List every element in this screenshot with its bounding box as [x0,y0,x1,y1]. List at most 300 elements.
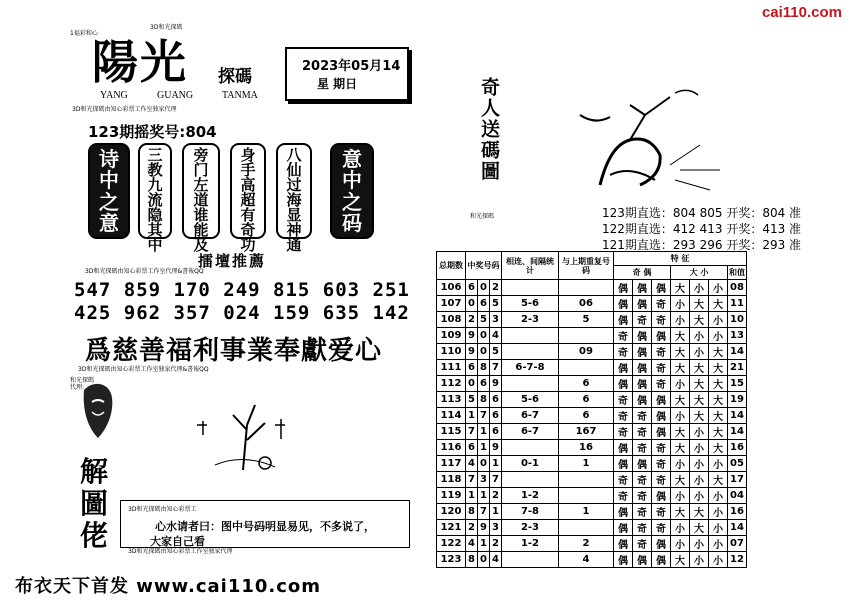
poem-char: 身 [240,146,256,164]
recommend-note: 3D和光探碼由知心彩票工作室代理&書報QQ [85,268,204,275]
poem-char: 其 [147,221,163,239]
bird-plant-illustration [570,85,730,195]
table-row [437,520,747,536]
row-feature: 偶 [633,360,652,376]
row-feature: 偶 [614,376,633,392]
row-feature: 小 [690,552,709,568]
row-digit: 3 [478,472,490,488]
ink-figure-illustration [78,380,118,440]
row-feature: 小 [671,456,690,472]
row-feature: 大 [690,296,709,312]
row-feature: 奇 [633,424,652,440]
row-digit: 7 [478,504,490,520]
recommend-title: 擂壇推薦 [198,252,267,270]
bottom-note-b: 3D和光探碼由知心彩票工作室独家代理 [128,548,233,555]
row-feature: 奇 [633,520,652,536]
row-feature: 大 [690,376,709,392]
row-feature: 奇 [633,536,652,552]
poem-char: 中 [342,168,362,193]
row-feature: 奇 [633,504,652,520]
row-digit: 5 [490,344,502,360]
row-digit: 6 [478,296,490,312]
row-digit: 4 [466,456,478,472]
row-digit: 5 [478,312,490,328]
row-feature: 奇 [614,488,633,504]
row-sum: 17 [728,472,747,488]
date-text: 2023年05月14 [302,59,401,74]
row-repeat: 1 [559,456,614,472]
row-repeat: 06 [559,296,614,312]
row-digit: 1 [490,504,502,520]
message-line-1: 心水请者曰：图中号码明显易见，不多说了， [155,520,375,533]
row-feature: 小 [671,488,690,504]
row-repeat: 6 [559,408,614,424]
poem-char: 三 [147,146,163,164]
poem-col-6 [330,143,374,239]
row-feature: 偶 [652,280,671,296]
row-feature: 偶 [652,392,671,408]
row-period: 120 [437,504,466,520]
row-feature: 偶 [633,328,652,344]
row-feature: 偶 [614,536,633,552]
row-digit: 0 [478,328,490,344]
pick-line-1: 123期直选：804 805 开奖：804 准 [602,206,802,220]
small-credit-a: 1福彩和心 [70,30,98,37]
row-feature: 奇 [633,408,652,424]
poem-char: 中 [99,168,119,193]
jie-char-1: 解 [80,455,109,488]
tree-sketch-illustration [185,395,295,475]
row-feature: 大 [690,312,709,328]
row-period: 106 [437,280,466,296]
poem-char: 通 [286,236,302,254]
row-repeat [559,280,614,296]
poem-char: 八 [286,146,302,164]
poem-char: 诗 [99,146,119,171]
date-box [285,47,409,101]
table-row [437,296,747,312]
row-feature: 大 [709,408,728,424]
row-period: 116 [437,440,466,456]
brand-watermark: cai110.com [761,4,842,21]
row-adjacent: 1-2 [502,488,559,504]
row-repeat: 09 [559,344,614,360]
row-feature: 奇 [614,344,633,360]
jie-char-3: 佬 [80,519,109,552]
row-feature: 大 [709,392,728,408]
row-period: 108 [437,312,466,328]
row-feature: 奇 [614,392,633,408]
poem-char: 有 [240,206,256,224]
poem-char: 能 [193,221,209,239]
row-sum: 13 [728,328,747,344]
row-feature: 小 [690,344,709,360]
row-digit: 1 [478,424,490,440]
row-period: 118 [437,472,466,488]
agency-note: 3D和光探碼由知心彩票工作室独家代理 [72,106,177,113]
jie-char-2: 圖 [80,487,109,520]
row-digit: 0 [478,280,490,296]
row-feature: 大 [709,440,728,456]
table-row [437,312,747,328]
poem-char: 流 [147,191,163,209]
row-digit: 7 [478,408,490,424]
row-digit: 2 [490,536,502,552]
numbers-row-2: 425 962 357 024 159 635 142 [74,302,410,324]
row-feature: 偶 [633,296,652,312]
row-sum: 14 [728,520,747,536]
row-digit: 4 [466,536,478,552]
poem-char: 手 [240,161,256,179]
row-repeat: 1 [559,504,614,520]
header-number: 中奖号码 [466,252,502,280]
row-period: 109 [437,328,466,344]
row-feature: 偶 [652,536,671,552]
poem-col-2 [138,143,172,254]
table-row [437,280,747,296]
row-feature: 大 [690,504,709,520]
row-feature: 大 [671,424,690,440]
row-repeat: 167 [559,424,614,440]
row-feature: 大 [671,472,690,488]
poem-char: 海 [286,191,302,209]
row-feature: 大 [690,360,709,376]
table-row [437,408,747,424]
poem-char: 中 [147,236,163,254]
row-feature: 小 [690,440,709,456]
poem-char: 意 [99,211,119,236]
table-row [437,344,747,360]
row-digit: 1 [478,536,490,552]
qiren-title: 奇人送碼圖 [478,77,500,182]
row-feature: 小 [709,280,728,296]
row-adjacent [502,344,559,360]
row-feature: 偶 [633,456,652,472]
row-repeat [559,520,614,536]
row-digit: 4 [490,328,502,344]
row-feature: 偶 [652,424,671,440]
poem-char: 隐 [147,206,163,224]
row-feature: 奇 [652,520,671,536]
row-period: 117 [437,456,466,472]
row-feature: 小 [690,488,709,504]
row-feature: 大 [709,360,728,376]
row-feature: 大 [709,472,728,488]
row-feature: 大 [709,424,728,440]
pinyin-tanma: TANMA [222,90,258,101]
row-sum: 21 [728,360,747,376]
row-period: 112 [437,376,466,392]
row-feature: 奇 [633,312,652,328]
row-feature: 偶 [633,280,652,296]
row-adjacent: 2-3 [502,312,559,328]
row-digit: 5 [466,392,478,408]
header-adjacent: 相连、间隔统 计 [502,252,559,280]
row-feature: 奇 [652,296,671,312]
poem-char: 左 [193,176,209,194]
row-feature: 奇 [633,440,652,456]
row-feature: 偶 [652,328,671,344]
row-feature: 小 [709,456,728,472]
table-row [437,360,747,376]
header-parity: 奇 偶 [614,266,671,280]
table-row [437,472,747,488]
row-feature: 小 [709,504,728,520]
row-feature: 奇 [652,456,671,472]
small-credit-right: 和光探碼 [470,213,495,220]
row-adjacent: 6-7 [502,408,559,424]
charity-banner: 爲慈善福利事業奉獻爱心 [85,336,383,366]
row-adjacent [502,328,559,344]
table-row [437,424,747,440]
row-digit: 5 [490,296,502,312]
row-feature: 小 [671,376,690,392]
results-table [436,251,747,568]
row-digit: 3 [490,312,502,328]
row-sum: 05 [728,456,747,472]
row-feature: 奇 [652,504,671,520]
row-feature: 偶 [614,504,633,520]
message-box [120,500,410,548]
row-sum: 10 [728,312,747,328]
row-feature: 小 [709,536,728,552]
row-sum: 12 [728,552,747,568]
poem-col-3 [182,143,220,254]
row-repeat [559,360,614,376]
poem-char: 旁 [193,146,209,164]
row-feature: 大 [671,440,690,456]
poem-char: 高 [240,176,256,194]
poem-char: 之 [342,189,362,214]
row-digit: 6 [466,280,478,296]
row-digit: 1 [478,488,490,504]
row-feature: 小 [709,488,728,504]
row-feature: 大 [671,392,690,408]
row-adjacent: 6-7 [502,424,559,440]
row-period: 111 [437,360,466,376]
row-digit: 1 [466,408,478,424]
header-feature: 特 征 [614,252,747,266]
row-feature: 小 [690,472,709,488]
row-sum: 14 [728,344,747,360]
table-row [437,440,747,456]
row-feature: 大 [671,344,690,360]
poem-char: 奇 [240,221,256,239]
row-feature: 大 [671,552,690,568]
draw-number: 804 [185,123,217,141]
header-sum: 和值 [728,266,747,280]
row-digit: 0 [478,456,490,472]
row-feature: 奇 [652,472,671,488]
row-digit: 1 [466,488,478,504]
row-feature: 偶 [614,360,633,376]
row-digit: 2 [466,520,478,536]
banner-note: 3D和光探碼由知心彩票工作室独家代理&書報QQ [78,366,209,373]
poem-char: 显 [286,206,302,224]
poem-char: 及 [193,236,209,254]
row-feature: 大 [671,504,690,520]
row-feature: 奇 [633,488,652,504]
row-digit: 9 [490,440,502,456]
small-credit-b: 3D和光探碼 [150,24,183,31]
row-feature: 大 [690,408,709,424]
row-adjacent: 5-6 [502,392,559,408]
row-sum: 08 [728,280,747,296]
row-digit: 4 [490,552,502,568]
row-feature: 奇 [652,376,671,392]
row-digit: 6 [478,376,490,392]
row-feature: 小 [671,536,690,552]
side-note: 和光探碼代理: [70,377,95,391]
row-adjacent [502,376,559,392]
row-digit: 7 [466,424,478,440]
poem-col-1 [88,143,130,239]
row-feature: 奇 [652,440,671,456]
row-digit: 3 [490,520,502,536]
row-feature: 小 [709,520,728,536]
row-feature: 小 [671,520,690,536]
row-digit: 0 [478,552,490,568]
row-feature: 大 [690,392,709,408]
row-feature: 偶 [614,440,633,456]
row-feature: 大 [709,376,728,392]
table-row [437,456,747,472]
row-feature: 奇 [614,424,633,440]
row-digit: 0 [466,376,478,392]
row-digit: 2 [490,488,502,504]
row-repeat: 4 [559,552,614,568]
row-sum: 14 [728,408,747,424]
row-repeat: 16 [559,440,614,456]
row-feature: 偶 [652,552,671,568]
row-adjacent: 5-6 [502,296,559,312]
row-period: 113 [437,392,466,408]
row-adjacent: 7-8 [502,504,559,520]
row-adjacent [502,472,559,488]
row-digit: 8 [466,552,478,568]
weekday-text: 星 期日 [317,77,358,91]
row-feature: 奇 [652,360,671,376]
row-feature: 奇 [614,328,633,344]
row-digit: 9 [466,328,478,344]
table-row [437,392,747,408]
header-repeat: 与上期重复号 码 [559,252,614,280]
row-digit: 6 [466,360,478,376]
table-header-row [437,252,747,266]
row-adjacent: 1-2 [502,536,559,552]
row-feature: 偶 [614,296,633,312]
row-adjacent: 0-1 [502,456,559,472]
row-feature: 大 [671,360,690,376]
row-period: 119 [437,488,466,504]
row-feature: 小 [671,296,690,312]
row-feature: 大 [709,344,728,360]
draw-result [88,121,217,142]
row-period: 122 [437,536,466,552]
row-feature: 偶 [633,344,652,360]
poem-char: 九 [147,176,163,194]
row-sum: 11 [728,296,747,312]
row-feature: 偶 [614,456,633,472]
row-sum: 19 [728,392,747,408]
row-digit: 6 [466,440,478,456]
poem-char: 教 [147,161,163,179]
row-sum: 04 [728,488,747,504]
message-line-2: 大家自己看 [150,535,205,548]
row-adjacent [502,280,559,296]
pinyin-yang: YANG [100,90,128,101]
pick-line-3: 121期直选：293 296 开奖：293 准 [602,238,802,252]
row-feature: 小 [671,312,690,328]
poem-char: 谁 [193,206,209,224]
row-feature: 大 [671,280,690,296]
logo-title: 陽光 [92,35,188,89]
row-feature: 奇 [614,472,633,488]
row-digit: 9 [490,376,502,392]
row-repeat [559,488,614,504]
table-row [437,536,747,552]
row-feature: 小 [690,328,709,344]
row-feature: 小 [709,552,728,568]
row-sum: 15 [728,376,747,392]
row-digit: 8 [466,504,478,520]
numbers-row-1: 547 859 170 249 815 603 251 [74,279,410,301]
row-digit: 6 [490,424,502,440]
row-period: 107 [437,296,466,312]
row-feature: 奇 [652,344,671,360]
header-size: 大 小 [671,266,728,280]
row-feature: 奇 [652,312,671,328]
row-feature: 偶 [614,552,633,568]
row-feature: 偶 [633,552,652,568]
row-sum: 07 [728,536,747,552]
row-sum: 16 [728,440,747,456]
poem-char: 神 [286,221,302,239]
row-period: 121 [437,520,466,536]
row-digit: 7 [490,360,502,376]
row-digit: 1 [478,440,490,456]
logo-subtitle: 探碼 [218,67,252,87]
row-feature: 偶 [614,280,633,296]
row-digit: 6 [490,392,502,408]
row-feature: 大 [709,296,728,312]
row-feature: 小 [671,408,690,424]
footer-text: 布衣天下首发 www.cai110.com [15,576,322,597]
row-sum: 16 [728,504,747,520]
row-digit: 8 [478,360,490,376]
row-repeat: 5 [559,312,614,328]
row-digit: 0 [478,344,490,360]
row-digit: 6 [490,408,502,424]
row-feature: 奇 [614,408,633,424]
pick-line-2: 122期直选：412 413 开奖：413 准 [602,222,802,236]
table-row [437,552,747,568]
row-repeat [559,472,614,488]
row-period: 114 [437,408,466,424]
row-sum: 14 [728,424,747,440]
row-adjacent: 2-3 [502,520,559,536]
poem-char: 仙 [286,161,302,179]
row-feature: 偶 [614,520,633,536]
row-repeat: 6 [559,376,614,392]
pinyin-guang: GUANG [157,90,194,101]
poem-col-5 [276,143,312,254]
poem-char: 过 [286,176,302,194]
row-repeat: 6 [559,392,614,408]
table-row [437,328,747,344]
row-adjacent [502,440,559,456]
row-feature: 偶 [614,312,633,328]
